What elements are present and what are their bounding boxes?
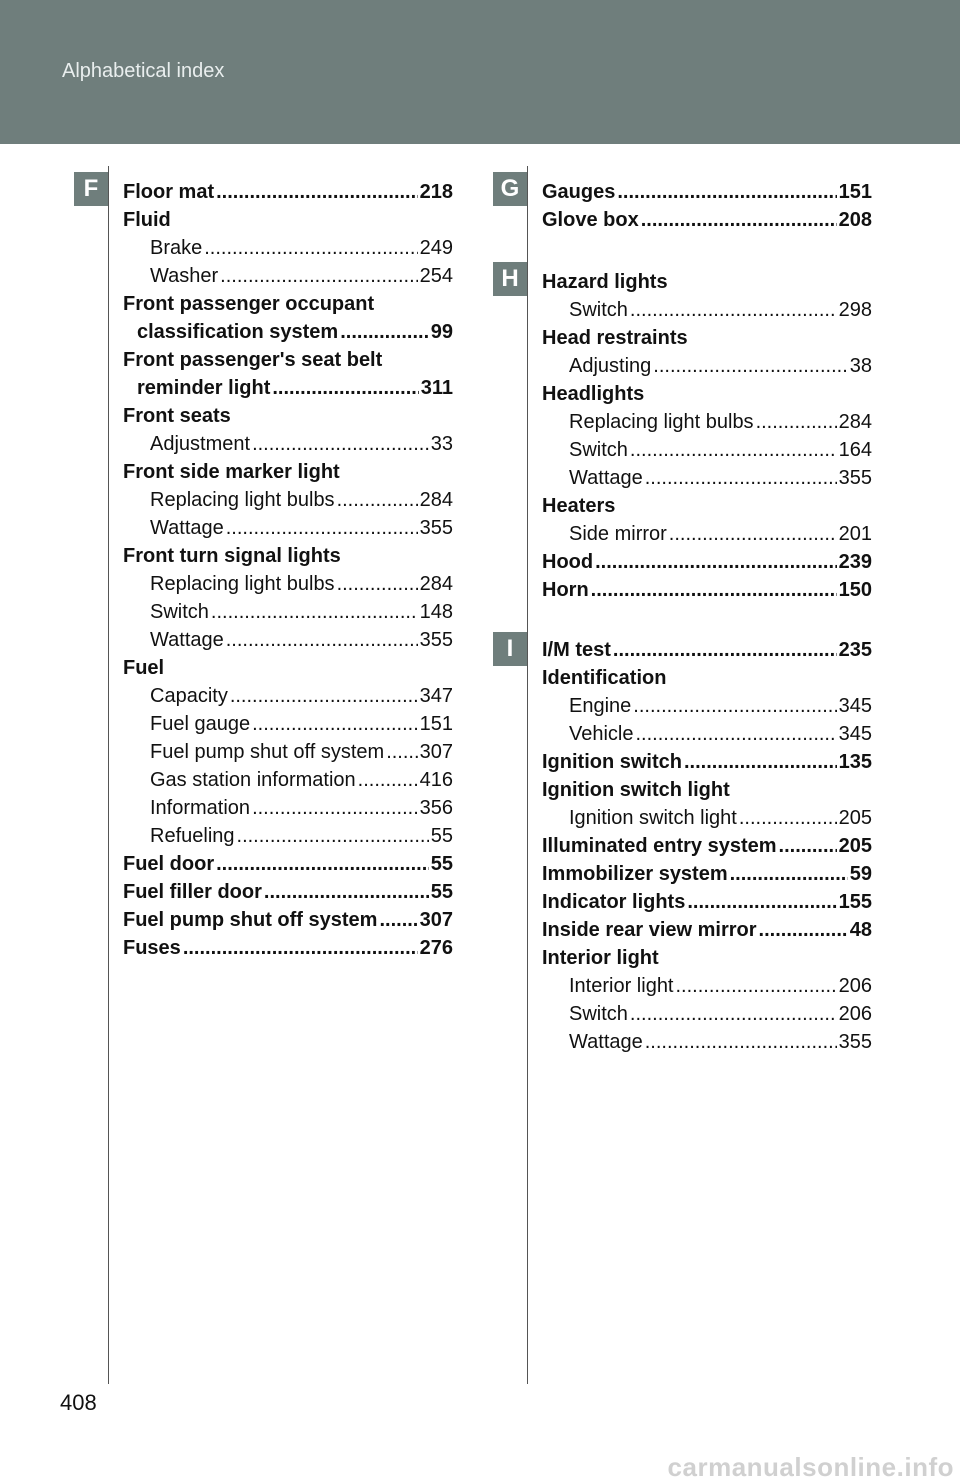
section-letter-h: H — [493, 262, 527, 296]
index-entry — [542, 548, 872, 576]
index-entry — [150, 514, 453, 542]
dot-leader — [630, 296, 837, 324]
index-entry — [150, 710, 453, 738]
dot-leader — [630, 436, 837, 464]
index-entry — [150, 738, 453, 766]
index-entry — [569, 520, 872, 548]
index-entry — [542, 832, 872, 860]
entry-page: 345 — [838, 723, 872, 745]
entry-term: reminder light — [137, 377, 271, 399]
entry-term: Gas station information — [150, 769, 356, 791]
entry-term: Replacing light bulbs — [569, 411, 754, 433]
index-entry — [542, 944, 872, 972]
entry-page: 55 — [430, 881, 453, 903]
dot-leader — [226, 626, 418, 654]
index-entry — [150, 262, 453, 290]
entry-term: Fuel filler door — [123, 881, 262, 903]
index-entry — [150, 822, 453, 850]
index-entry — [569, 436, 872, 464]
index-entry — [123, 654, 453, 682]
entry-page: 206 — [838, 975, 872, 997]
dot-leader — [183, 934, 418, 962]
index-entry — [123, 934, 453, 962]
dot-leader — [630, 1000, 837, 1028]
index-entry — [123, 906, 453, 934]
index-entry — [569, 972, 872, 1000]
entry-term: Switch — [569, 299, 628, 321]
entry-term: Fuel door — [123, 853, 215, 875]
index-entry — [123, 458, 453, 486]
index-entry — [569, 1000, 872, 1028]
dot-leader — [595, 548, 837, 576]
entry-term: Brake — [150, 237, 203, 259]
index-entry — [123, 850, 453, 878]
entry-page: 164 — [838, 439, 872, 461]
dot-leader — [220, 262, 417, 290]
entry-page: 150 — [838, 579, 872, 601]
entry-term: Information — [150, 797, 251, 819]
index-entry — [123, 178, 453, 206]
index-entry — [150, 598, 453, 626]
entry-term: Ignition switch light — [542, 779, 730, 801]
entry-page: 284 — [419, 573, 453, 595]
entry-term: classification system — [137, 321, 339, 343]
index-entry — [123, 290, 453, 318]
entry-term: Wattage — [150, 517, 224, 539]
entry-term: Fluid — [123, 209, 171, 231]
entry-page: 345 — [838, 695, 872, 717]
dot-leader — [756, 408, 837, 436]
entry-page: 416 — [419, 769, 453, 791]
dot-leader — [779, 832, 837, 860]
entry-page: 355 — [838, 467, 872, 489]
entry-term: Fuel gauge — [150, 713, 251, 735]
left-divider — [108, 166, 109, 1384]
index-entry — [150, 626, 453, 654]
index-entry — [542, 916, 872, 944]
dot-leader — [340, 318, 429, 346]
entry-term: Interior light — [542, 947, 659, 969]
index-entry — [542, 748, 872, 776]
entry-term: Fuel pump shut off system — [150, 741, 385, 763]
header-title: Alphabetical index — [62, 60, 225, 82]
dot-leader — [379, 906, 417, 934]
section-letter-f: F — [74, 172, 108, 206]
page-number: 408 — [60, 1390, 97, 1415]
index-entry — [542, 576, 872, 604]
entry-term: Capacity — [150, 685, 228, 707]
entry-term: Indicator lights — [542, 891, 686, 913]
index-entry — [542, 888, 872, 916]
entry-page: 298 — [838, 299, 872, 321]
entry-term: Vehicle — [569, 723, 634, 745]
dot-leader — [636, 720, 837, 748]
dot-leader — [264, 878, 429, 906]
dot-leader — [337, 570, 418, 598]
index-entry — [542, 268, 872, 296]
entry-term: Immobilizer system — [542, 863, 728, 885]
entry-term: Front turn signal lights — [123, 545, 341, 567]
entry-page: 201 — [838, 523, 872, 545]
entry-page: 276 — [419, 937, 453, 959]
entry-term: Fuel pump shut off system — [123, 909, 378, 931]
entry-term: Floor mat — [123, 181, 215, 203]
dot-leader — [759, 916, 848, 944]
dot-leader — [669, 520, 837, 548]
dot-leader — [653, 352, 847, 380]
dot-leader — [211, 598, 418, 626]
page-header — [0, 0, 960, 144]
entry-page: 206 — [838, 1003, 872, 1025]
index-entry — [569, 720, 872, 748]
index-entry — [542, 380, 872, 408]
entry-page: 33 — [430, 433, 453, 455]
dot-leader — [730, 860, 848, 888]
entry-page: 284 — [419, 489, 453, 511]
index-entry — [569, 408, 872, 436]
entry-term: Switch — [150, 601, 209, 623]
dot-leader — [687, 888, 836, 916]
entry-page: 284 — [838, 411, 872, 433]
index-entry — [569, 1028, 872, 1056]
index-entry — [542, 860, 872, 888]
entry-term: Adjusting — [569, 355, 652, 377]
entry-page: 355 — [419, 629, 453, 651]
index-entry — [542, 492, 872, 520]
section-letter-i: I — [493, 632, 527, 666]
index-entry — [542, 776, 872, 804]
entry-page: 205 — [838, 807, 872, 829]
entry-page: 307 — [419, 741, 453, 763]
dot-leader — [641, 206, 837, 234]
dot-leader — [216, 178, 418, 206]
index-entry — [569, 464, 872, 492]
index-entry — [542, 664, 872, 692]
entry-term: Replacing light bulbs — [150, 573, 335, 595]
entry-page: 155 — [838, 891, 872, 913]
entry-page: 55 — [430, 825, 453, 847]
dot-leader — [230, 682, 418, 710]
entry-page: 249 — [419, 237, 453, 259]
entry-term: Side mirror — [569, 523, 667, 545]
index-entry — [542, 178, 872, 206]
dot-leader — [237, 822, 429, 850]
entry-page: 218 — [419, 181, 453, 203]
entry-page: 347 — [419, 685, 453, 707]
dot-leader — [272, 374, 418, 402]
index-entry — [569, 352, 872, 380]
entry-term: Hazard lights — [542, 271, 668, 293]
entry-term: Ignition switch light — [569, 807, 737, 829]
dot-leader — [739, 804, 837, 832]
index-entry — [123, 878, 453, 906]
dot-leader — [617, 178, 836, 206]
entry-term: I/M test — [542, 639, 611, 661]
index-entry — [150, 766, 453, 794]
dot-leader — [204, 234, 417, 262]
entry-term: Identification — [542, 667, 667, 689]
index-entry — [150, 794, 453, 822]
entry-page: 208 — [838, 209, 872, 231]
index-entry — [542, 324, 872, 352]
entry-page: 254 — [419, 265, 453, 287]
entry-term: Switch — [569, 439, 628, 461]
dot-leader — [226, 514, 418, 542]
entry-page: 48 — [849, 919, 872, 941]
dot-leader — [633, 692, 836, 720]
index-entry — [137, 374, 453, 402]
entry-term: Heaters — [542, 495, 616, 517]
entry-term: Front side marker light — [123, 461, 340, 483]
dot-leader — [252, 430, 429, 458]
entry-page: 59 — [849, 863, 872, 885]
index-entry — [123, 542, 453, 570]
index-entry — [569, 692, 872, 720]
entry-page: 148 — [419, 601, 453, 623]
entry-page: 355 — [419, 517, 453, 539]
entry-page: 55 — [430, 853, 453, 875]
index-entry — [542, 206, 872, 234]
entry-term: Adjustment — [150, 433, 251, 455]
entry-term: Front passenger's seat belt — [123, 349, 383, 371]
entry-page: 205 — [838, 835, 872, 857]
entry-page: 135 — [838, 751, 872, 773]
entry-term: Interior light — [569, 975, 674, 997]
entry-term: Fuel — [123, 657, 165, 679]
entry-term: Horn — [542, 579, 589, 601]
index-entry — [150, 234, 453, 262]
entry-term: Switch — [569, 1003, 628, 1025]
dot-leader — [337, 486, 418, 514]
entry-term: Ignition switch — [542, 751, 682, 773]
entry-term: Head restraints — [542, 327, 688, 349]
entry-page: 151 — [838, 181, 872, 203]
dot-leader — [684, 748, 837, 776]
index-entry — [569, 296, 872, 324]
entry-term: Headlights — [542, 383, 645, 405]
entry-term: Front passenger occupant — [123, 293, 375, 315]
entry-term: Replacing light bulbs — [150, 489, 335, 511]
dot-leader — [676, 972, 837, 1000]
entry-term: Wattage — [150, 629, 224, 651]
dot-leader — [358, 766, 418, 794]
entry-term: Illuminated entry system — [542, 835, 777, 857]
entry-page: 356 — [419, 797, 453, 819]
dot-leader — [613, 636, 837, 664]
entry-term: Wattage — [569, 1031, 643, 1053]
dot-leader — [252, 710, 418, 738]
dot-leader — [386, 738, 417, 766]
index-entry — [569, 804, 872, 832]
entry-page: 239 — [838, 551, 872, 573]
dot-leader — [645, 1028, 837, 1056]
index-entry — [150, 430, 453, 458]
entry-page: 311 — [420, 377, 453, 399]
entry-page: 307 — [419, 909, 453, 931]
index-entry — [150, 682, 453, 710]
entry-page: 355 — [838, 1031, 872, 1053]
entry-term: Front seats — [123, 405, 231, 427]
dot-leader — [252, 794, 418, 822]
entry-term: Refueling — [150, 825, 235, 847]
dot-leader — [591, 576, 837, 604]
entry-term: Glove box — [542, 209, 639, 231]
entry-page: 235 — [838, 639, 872, 661]
middle-divider — [527, 166, 528, 1384]
index-entry — [123, 346, 453, 374]
index-entry — [150, 486, 453, 514]
dot-leader — [216, 850, 429, 878]
index-entry — [542, 636, 872, 664]
entry-term: Wattage — [569, 467, 643, 489]
index-entry — [123, 402, 453, 430]
index-entry — [150, 570, 453, 598]
index-entry — [123, 206, 453, 234]
entry-term: Engine — [569, 695, 632, 717]
entry-page: 151 — [419, 713, 453, 735]
entry-term: Inside rear view mirror — [542, 919, 757, 941]
section-letter-g: G — [493, 172, 527, 206]
entry-term: Gauges — [542, 181, 616, 203]
entry-page: 38 — [849, 355, 872, 377]
entry-term: Fuses — [123, 937, 181, 959]
index-entry — [137, 318, 453, 346]
entry-page: 99 — [430, 321, 453, 343]
dot-leader — [645, 464, 837, 492]
entry-term: Washer — [150, 265, 219, 287]
watermark: carmanualsonline.info — [667, 1452, 954, 1482]
entry-term: Hood — [542, 551, 594, 573]
